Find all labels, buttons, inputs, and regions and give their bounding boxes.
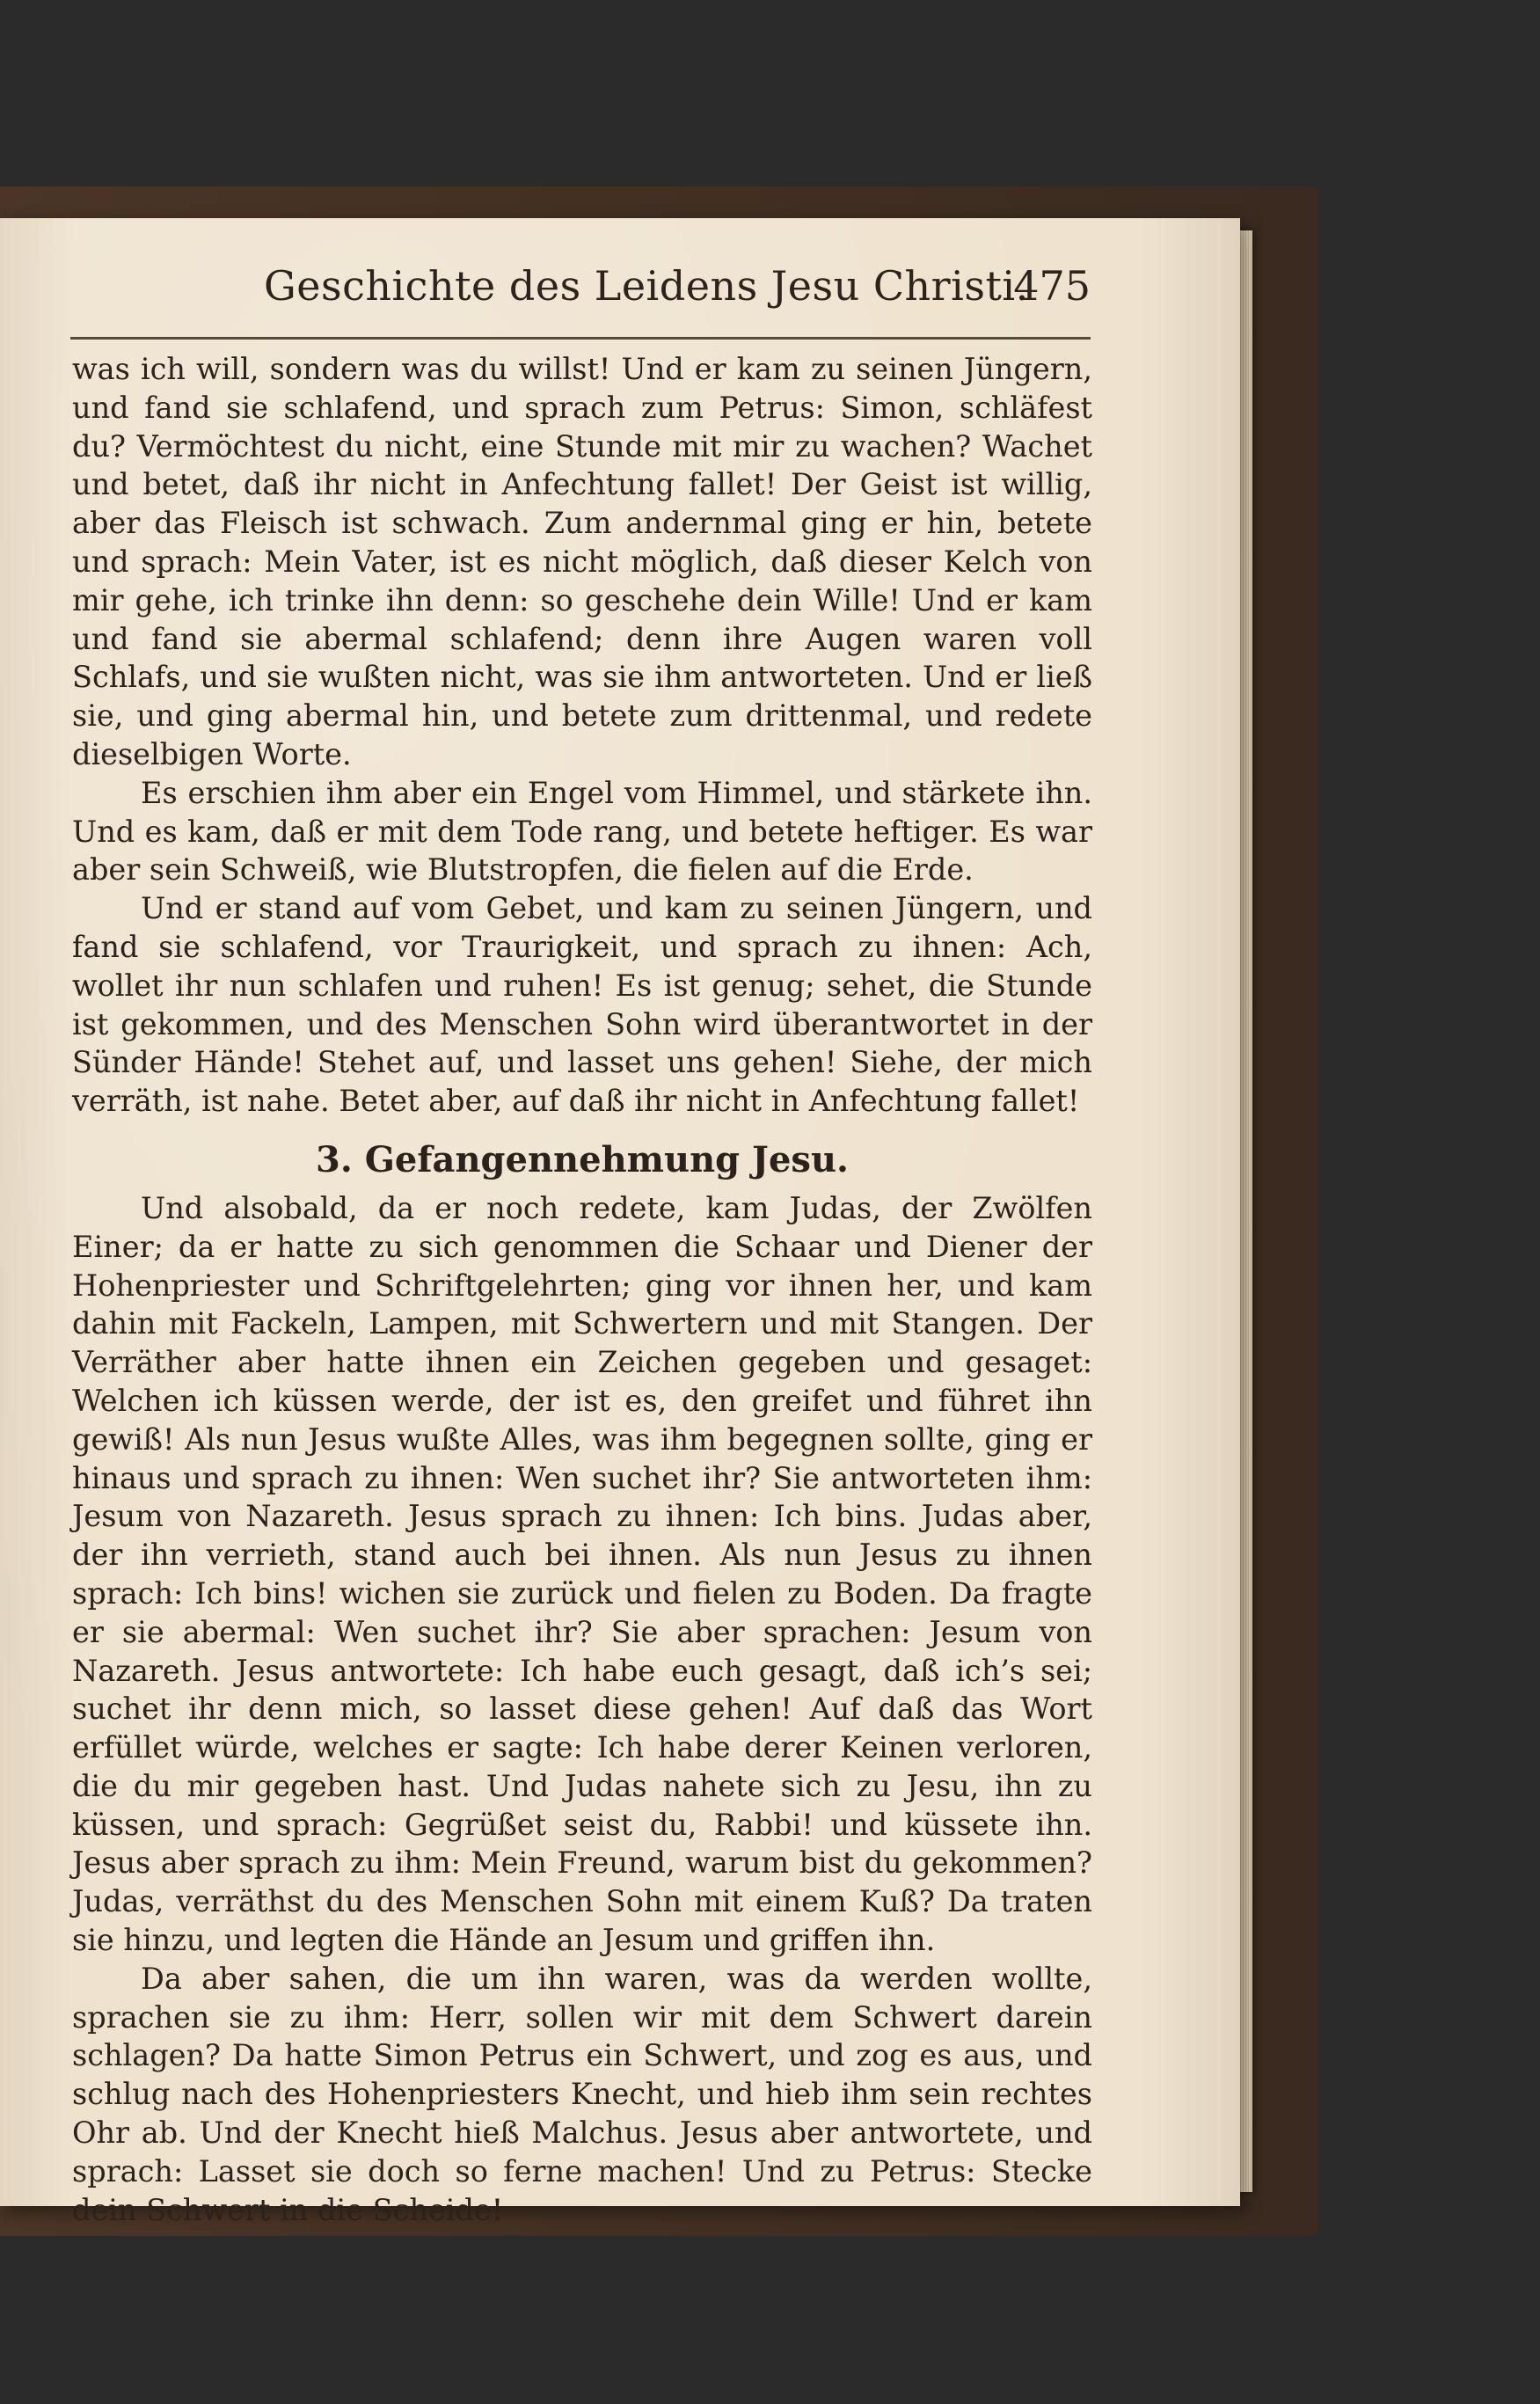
running-title: Geschichte des Leidens Jesu Christi. — [264, 262, 1029, 310]
page-text — [72, 350, 1092, 2229]
page-header — [264, 262, 1091, 324]
paragraph: Und alsobald, da er noch redete, kam Judas, der Zwölfen Einer; da er hatte zu sich genommen die Schaar und Diener der Hohenpriester und Schriftgelehrten; ging vor ihnen her, und kam dahin mit Fackeln, Lampen, mit Schwertern und mit Stangen. Der Verräther aber hatte ihnen ein Zeichen gegeben und gesaget: Welchen ich küssen werde, der ist es, den greifet und führet ihn gewiß! Als nun Jesus wußte Alles, was ihm begegnen sollte, ging er hinaus und sprach zu ihnen: Wen suchet ihr? Sie antworteten ihm: Jesum von Nazareth. Jesus sprach zu ihnen: Ich bins. Judas aber, der ihn verrieth, stand auch bei ihnen. Als nun Jesus zu ihnen sprach: Ich bins! wichen sie zurück und fielen zu Boden. Da fragte er sie abermal: Wen suchet ihr? Sie aber sprachen: Jesum von Nazareth. Jesus antwortete: Ich habe euch gesagt, daß ich’s sei; suchet ihr denn mich, so lasset diese gehen! Auf daß das Wort erfüllet würde, welches er sagte: Ich habe derer Keinen verloren, die du mir gegeben hast. Und Judas nahete sich zu Jesu, ihn zu küssen, und sprach: Gegrüßet seist du, Rabbi! und küssete ihn. Jesus aber sprach zu ihm: Mein Freund, warum bist du gekommen? Judas, verräthst du des Menschen Sohn mit einem Kuß? Da traten sie hinzu, und legten die Hände an Jesum und griffen ihn. — [72, 1190, 1092, 1958]
paragraph: Es erschien ihm aber ein Engel vom Himmel, und stärkete ihn. Und es kam, daß er mit dem Tode rang, und betete heftiger. Es war aber sein Schweiß, wie Blutstropfen, die fielen auf die Erde. — [72, 775, 1092, 888]
header-rule — [70, 337, 1091, 340]
paragraph: was ich will, sondern was du willst! Und er kam zu seinen Jüngern, und fand sie schlafend, und sprach zum Petrus: Simon, schläfest du? Vermöchtest du nicht, eine Stunde mit mir zu wachen? Wachet und betet, daß ihr nicht in Anfechtung fallet! Der Geist ist willig, aber das Fleisch ist schwach. Zum andernmal ging er hin, betete und sprach: Mein Vater, ist es nicht möglich, daß dieser Kelch von mir gehe, ich trinke ihn denn: so geschehe dein Wille! Und er kam und fand sie abermal schlafend; denn ihre Augen waren voll Schlafs, und sie wußten nicht, was sie ihm antworteten. Und er ließ sie, und ging abermal hin, und betete zum drittenmal, und redete dieselbigen Worte. — [72, 352, 1092, 771]
page-number: 475 — [1013, 262, 1091, 310]
paragraph: Und er stand auf vom Gebet, und kam zu seinen Jüngern, und fand sie schlafend, vor Traurigkeit, und sprach zu ihnen: Ach, wollet ihr nun schlafen und ruhen! Es ist genug; sehet, die Stunde ist gekommen, und des Menschen Sohn wird überantwortet in der Sünder Hände! Stehet auf, und lasset uns gehen! Siehe, der mich verräth, ist nahe. Betet aber, auf daß ihr nicht in Anfechtung fallet! — [72, 891, 1092, 1119]
section-heading: 3. Gefangennehmung Jesu. — [316, 1138, 849, 1180]
paragraph: Da aber sahen, die um ihn waren, was da werden wollte, sprachen sie zu ihm: Herr, sollen wir mit dem Schwert darein schlagen? Da hatte Simon Petrus ein Schwert, und zog es aus, und schlug nach des Hohenpriesters Knecht, und hieb ihm sein rechtes Ohr ab. Und der Knecht hieß Malchus. Jesus aber antwortete, und sprach: Lasset sie doch so ferne machen! Und zu Petrus: Stecke dein Schwert in die Scheide! — [72, 1961, 1092, 2227]
